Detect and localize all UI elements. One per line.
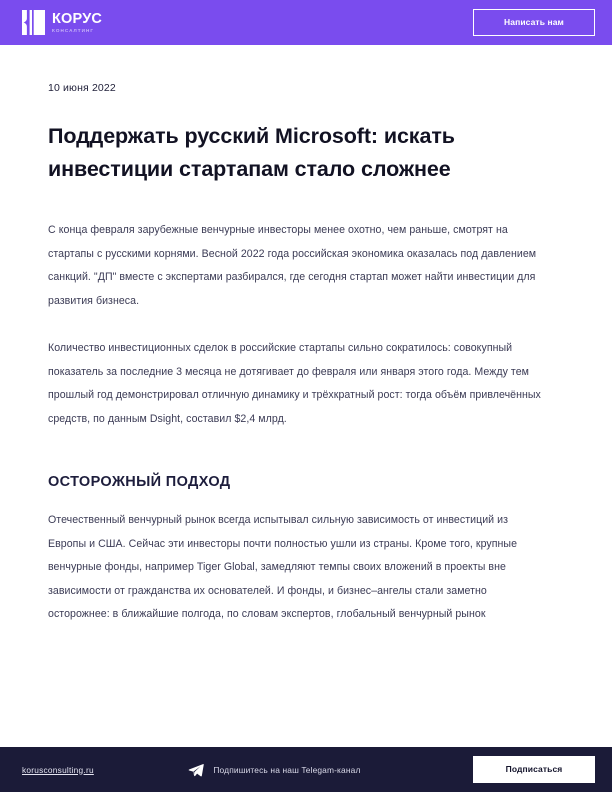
site-header [0, 0, 612, 45]
section-heading: ОСТОРОЖНЫЙ ПОДХОД [48, 474, 231, 491]
subscribe-button[interactable]: Подписаться [473, 756, 595, 783]
article-content [0, 45, 612, 747]
page-title: Поддержать русский Microsoft: искать инвестиции стартапам стало сложнее [48, 124, 455, 181]
korus-k-mark-icon [22, 10, 45, 35]
telegram-paper-plane-icon[interactable] [188, 762, 204, 778]
site-footer [0, 747, 612, 792]
article-paragraph-2: Количество инвестиционных сделок в российские стартапы сильно сократилось: совокупный показатель за последние 3 месяца не дотягивает до февраля или января этого года. Между тем прошлый год демонстрировал отличную динамику и трёхкратный рост: тогда объём привлечённых средств, по данным Dsight, составил $2,4 млрд. [48, 342, 541, 425]
brand-logo-link[interactable] [22, 10, 102, 35]
article-date: 10 июня 2022 [48, 82, 116, 94]
footer-subscribe-text: Подпишитесь на наш Telegam-канал [213, 764, 361, 775]
footer-telegram-promo [94, 762, 473, 778]
contact-us-button[interactable]: Написать нам [473, 9, 595, 36]
brand-wordmark [52, 12, 102, 34]
article-paragraph-1: С конца февраля зарубежные венчурные инвесторы менее охотно, чем раньше, смотрят на стартапы с русскими корнями. Весной 2022 года российская экономика оказалась под давлением санкций. "ДП" вместе с экспертами разбирался, где сегодня стартап может найти инвестиции для развития бизнеса. [48, 224, 537, 307]
brand-subtitle: КОНСАЛТИНГ [52, 27, 95, 33]
article-paragraph-3: Отечественный венчурный рынок всегда испытывал сильную зависимость от инвестиций из Европы и США. Сейчас эти инвесторы почти полностью ушли из страны. Кроме того, крупные венчурные фонды, например Tiger Global, замедляют темпы своих вложений в проекты вне зависимости от гражданства их основателей. И фонды, и бизнес–ангелы стали заметно осторожнее: в ближайшие полгода, по словам экспертов, глобальный венчурный рынок [48, 514, 518, 621]
footer-site-url[interactable]: korusconsulting.ru [22, 764, 94, 775]
brand-name: КОРУС [52, 10, 103, 27]
